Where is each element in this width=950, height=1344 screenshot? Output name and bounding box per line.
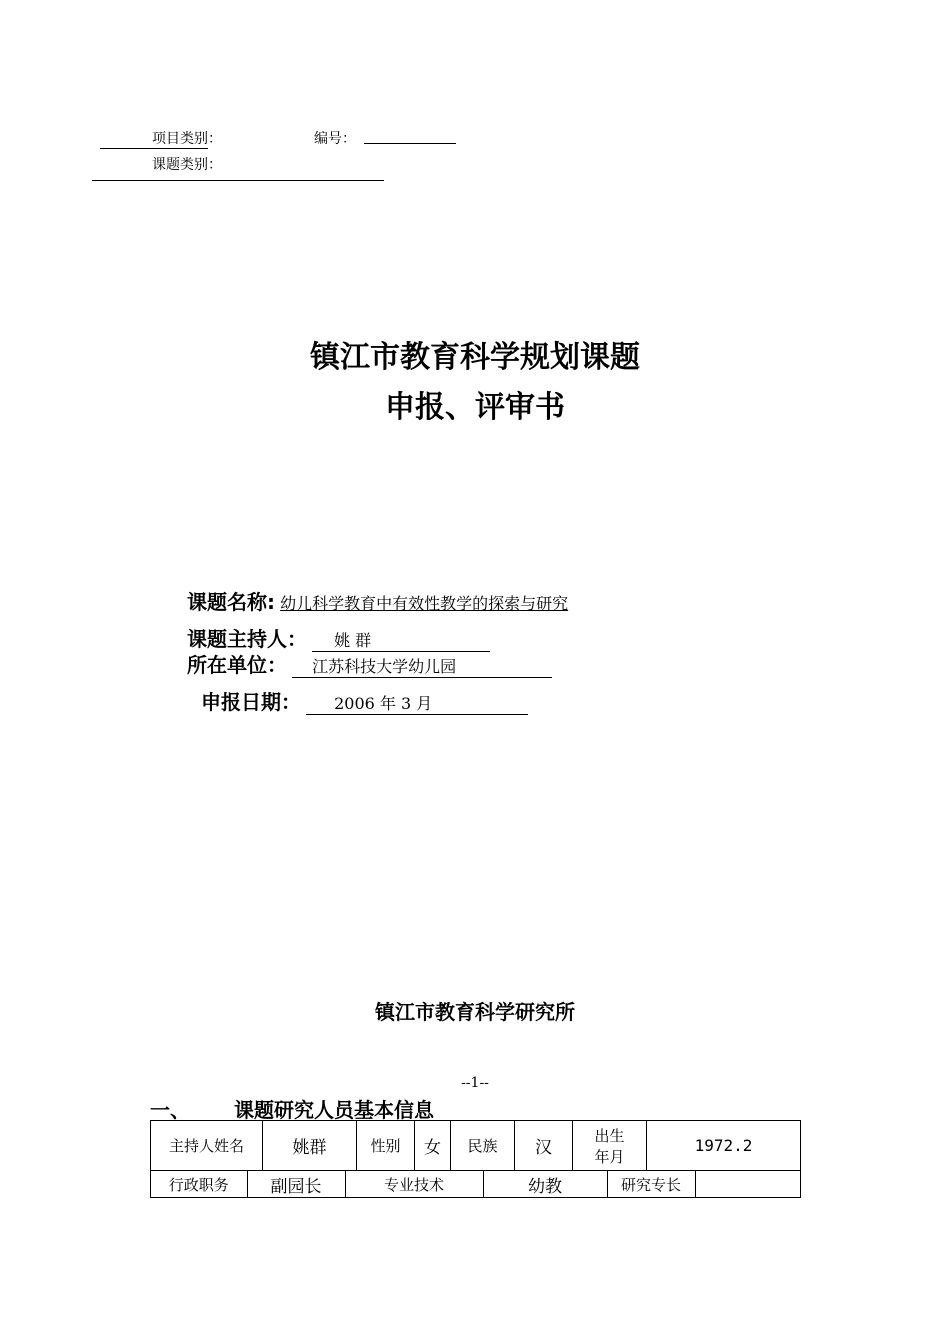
topic-name-value: 幼儿科学教育中有效性教学的探索与研究 <box>280 594 569 613</box>
birth-label-line2: 年月 <box>594 1147 625 1166</box>
project-type-underline <box>100 148 208 149</box>
birth-label-line1: 出生 <box>594 1126 625 1145</box>
host-name-label: 主持人姓名 <box>151 1121 263 1171</box>
document-title-line2: 申报、评审书 <box>385 390 565 425</box>
specialty-value <box>695 1171 801 1197</box>
table-row <box>151 1171 801 1198</box>
number-underline <box>364 143 456 144</box>
date-row <box>201 686 528 715</box>
host-row <box>187 623 490 652</box>
admin-post-label: 行政职务 <box>168 1175 229 1194</box>
gender-label: 性别 <box>357 1121 415 1171</box>
date-value: 2006 年 3 月 <box>334 694 433 713</box>
researcher-info-table <box>150 1120 801 1198</box>
section-number: 一、 <box>150 1098 190 1122</box>
unit-row <box>187 649 552 678</box>
tech-title-value: 幼教 <box>483 1171 607 1197</box>
document-title-line1: 镇江市教育科学规划课题 <box>310 340 640 375</box>
table-row <box>151 1121 801 1171</box>
organization-name: 镇江市教育科学研究所 <box>375 1000 575 1024</box>
specialty-label: 研究专长 <box>607 1171 695 1197</box>
topic-name-row <box>187 586 568 615</box>
topic-type-underline <box>92 180 384 181</box>
number-label: 编号： <box>314 131 356 147</box>
topic-type-label: 课题类别： <box>152 157 222 173</box>
tech-title-label: 专业技术 <box>345 1171 483 1197</box>
host-label: 课题主持人： <box>187 627 307 651</box>
section-title: 课题研究人员基本信息 <box>234 1098 434 1122</box>
host-name-value: 姚群 <box>263 1121 357 1171</box>
topic-name-label: 课题名称: <box>187 590 275 614</box>
unit-value: 江苏科技大学幼儿园 <box>312 657 457 676</box>
birth-value: 1972.2 <box>647 1121 801 1171</box>
project-type-label: 项目类别： <box>152 131 222 147</box>
date-label: 申报日期： <box>201 690 301 714</box>
page-number: --1-- <box>461 1075 489 1091</box>
ethnicity-label: 民族 <box>451 1121 515 1171</box>
birth-label <box>573 1121 647 1171</box>
unit-label: 所在单位： <box>187 653 287 677</box>
gender-value: 女 <box>415 1121 451 1171</box>
host-value: 姚 群 <box>334 631 372 650</box>
ethnicity-value: 汉 <box>515 1121 573 1171</box>
admin-post-value: 副园长 <box>247 1171 345 1197</box>
